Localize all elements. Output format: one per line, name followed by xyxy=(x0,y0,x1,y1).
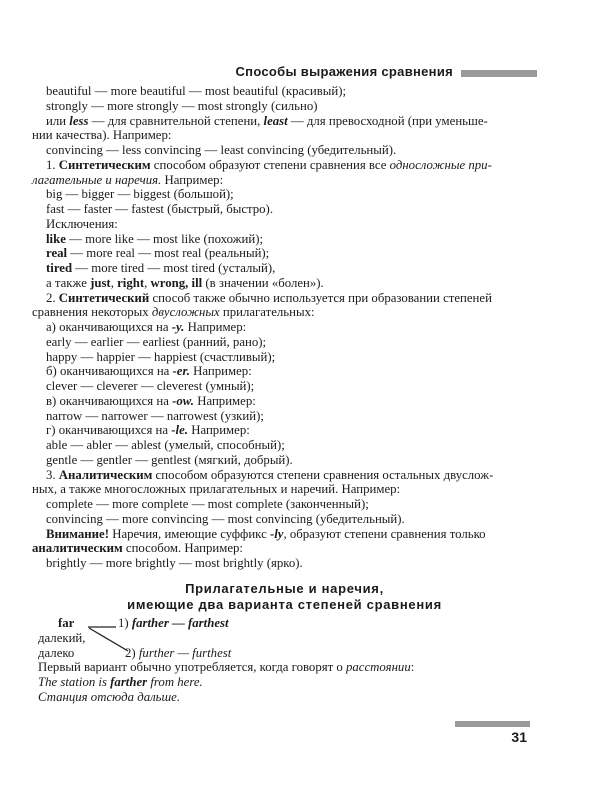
text-segment: -y. xyxy=(171,320,185,334)
text-line xyxy=(32,143,557,158)
text-segment: Синтетическим xyxy=(58,157,151,172)
text-segment: convincing — less convincing — least convincing (убедительный). xyxy=(46,143,397,157)
text-segment: beautiful — more beautiful — most beautiful (красивый); xyxy=(46,84,347,98)
footer-bar xyxy=(455,721,530,727)
diagram-translation-line2: далеко xyxy=(38,646,75,660)
text-segment: лагательные и наречия. xyxy=(32,172,162,187)
text-segment: способом образуются степени сравнения остальных двуслож- xyxy=(152,467,494,482)
text-line xyxy=(32,364,557,379)
text-line xyxy=(32,158,557,173)
diagram-option1-forms: farther — farthest xyxy=(131,616,229,630)
text-line xyxy=(32,84,557,99)
text-segment: able — abler — ablest (умелый, способный); xyxy=(46,438,285,452)
text-segment: happy — happier — happiest (счастливый); xyxy=(46,349,276,364)
text-segment: narrow — narrower — narrowest (узкий); xyxy=(46,408,264,423)
text-segment: wrong, ill xyxy=(150,275,203,290)
text-segment: или xyxy=(46,113,70,128)
text-line xyxy=(32,527,557,542)
text-segment: Синтетический xyxy=(58,290,150,305)
text-line xyxy=(32,246,557,261)
text-segment: расстоянии xyxy=(346,660,411,674)
text-segment: Например: xyxy=(194,393,256,408)
text-segment: способ также обычно используется при образовании степеней xyxy=(149,290,492,305)
text-segment: clever — cleverer — cleverest (умный); xyxy=(46,379,255,393)
text-line xyxy=(32,690,537,705)
text-line xyxy=(32,232,557,247)
text-segment: б) оканчивающихся на xyxy=(46,364,173,379)
text-line xyxy=(32,187,557,202)
text-segment: — more real — most real (реальный); xyxy=(67,246,270,261)
text-line xyxy=(32,468,557,483)
text-segment: big — bigger — biggest (большой); xyxy=(46,187,234,202)
section-heading xyxy=(32,581,537,612)
text-segment: 2. xyxy=(46,290,59,305)
text-segment: — more like — most like (похожий); xyxy=(65,231,264,246)
text-line xyxy=(32,335,557,350)
body-text xyxy=(32,84,557,571)
text-line xyxy=(32,173,557,188)
text-segment: в) оканчивающихся на xyxy=(46,393,173,408)
text-line xyxy=(32,409,557,424)
far-comparison-diagram xyxy=(32,616,537,660)
text-line xyxy=(32,556,557,571)
text-line xyxy=(32,261,557,276)
diagram-option1-number: 1) xyxy=(118,616,132,630)
text-line xyxy=(32,128,557,143)
text-line xyxy=(32,202,557,217)
text-line xyxy=(32,423,557,438)
text-segment: The station is xyxy=(38,674,111,689)
text-segment: Например: xyxy=(184,320,247,334)
text-segment: способом. Например: xyxy=(122,541,243,556)
text-segment: real xyxy=(46,246,68,261)
text-segment: односложные при- xyxy=(389,157,492,172)
running-head xyxy=(32,64,537,79)
usage-note xyxy=(32,660,537,705)
header-bar xyxy=(461,70,537,77)
text-segment: -ly xyxy=(269,526,284,541)
text-segment: аналитическим xyxy=(32,541,123,556)
text-line xyxy=(32,453,557,468)
text-line xyxy=(32,497,557,512)
text-segment: -le. xyxy=(171,423,188,438)
text-segment: from here. xyxy=(147,674,203,689)
text-segment: early — earlier — earliest (ранний, рано); xyxy=(46,334,267,349)
text-line xyxy=(32,114,557,129)
text-segment: а) оканчивающихся на xyxy=(46,320,172,334)
text-segment: fast — faster — fastest (быстрый, быстро). xyxy=(46,202,274,216)
text-segment: , xyxy=(110,275,118,290)
text-segment: 3. xyxy=(46,467,59,482)
text-segment: Аналитическим xyxy=(58,467,153,482)
text-segment: tired xyxy=(46,261,73,275)
text-line xyxy=(32,512,557,527)
text-segment: прилагательных: xyxy=(219,305,315,320)
text-line xyxy=(32,320,557,335)
text-segment: farther xyxy=(110,674,148,689)
text-line xyxy=(32,305,557,320)
diagram-option2 xyxy=(125,646,231,661)
text-line xyxy=(32,675,537,690)
text-segment: Например: xyxy=(189,364,252,379)
text-segment: convincing — more convincing — most convincing (убедительный). xyxy=(46,511,405,526)
text-segment: — more tired — most tired (усталый), xyxy=(72,261,276,275)
text-segment: (в значении «болен»). xyxy=(202,275,324,290)
text-segment: -ow. xyxy=(172,393,194,408)
text-segment: Внимание! xyxy=(46,526,109,541)
text-segment: двусложных xyxy=(151,305,220,320)
text-segment: right xyxy=(117,275,145,290)
text-line xyxy=(32,660,537,675)
text-segment: just xyxy=(90,275,111,290)
text-line xyxy=(32,541,557,556)
text-segment: Наречия, имеющие суффикс xyxy=(109,526,270,541)
text-line xyxy=(32,276,557,291)
text-line xyxy=(32,350,557,365)
text-line xyxy=(32,379,557,394)
text-segment: сравнения некоторых xyxy=(32,305,152,320)
text-segment: — для превосходной (при уменьше- xyxy=(287,113,488,128)
text-segment: Например: xyxy=(188,423,250,438)
text-segment: less xyxy=(69,113,89,128)
text-line xyxy=(32,438,557,453)
text-segment: , образуют степени сравнения только xyxy=(283,526,486,541)
text-segment: complete — more complete — most complete (законченный); xyxy=(46,497,369,511)
text-segment: г) оканчивающихся на xyxy=(46,423,172,438)
page-number: 31 xyxy=(511,729,527,745)
text-segment: like xyxy=(46,231,66,246)
diagram-option1 xyxy=(118,616,229,631)
text-segment: Исключения: xyxy=(46,216,118,231)
text-segment: : xyxy=(410,660,415,674)
text-segment: brightly — more brightly — most brightly (ярко). xyxy=(46,556,303,570)
text-line xyxy=(32,99,557,114)
text-segment: — для сравнительной степени, xyxy=(88,113,264,128)
text-segment: нии качества). Например: xyxy=(32,128,172,143)
text-segment: -er. xyxy=(172,364,190,379)
text-line xyxy=(32,394,557,409)
text-segment: Станция отсюда дальше. xyxy=(38,689,181,704)
text-segment: ных, а также многосложных прилагательных и наречий. Например: xyxy=(32,482,401,497)
text-segment: 1. xyxy=(46,157,59,172)
section-heading-line1: Прилагательные и наречия, xyxy=(185,581,384,596)
text-segment: Первый вариант обычно употребляется, когда говорят о xyxy=(38,660,346,674)
text-line xyxy=(32,482,557,497)
diagram-option2-forms: further — furthest xyxy=(138,646,232,660)
section-heading-line2: имеющие два варианта степеней сравнения xyxy=(127,596,442,612)
diagram-translation-line1: далекий, xyxy=(38,631,86,645)
text-line xyxy=(32,291,557,306)
text-segment: strongly — more strongly — most strongly (сильно) xyxy=(46,98,318,113)
text-segment: gentle — gentler — gentlest (мягкий, добрый). xyxy=(46,452,293,467)
text-segment: least xyxy=(263,113,288,128)
text-segment: способом образуют степени сравнения все xyxy=(150,157,390,172)
text-segment: , xyxy=(144,275,151,290)
text-line xyxy=(32,217,557,232)
diagram-option2-number: 2) xyxy=(125,646,139,660)
text-segment: Например: xyxy=(161,172,224,187)
running-head-title: Способы выражения сравнения xyxy=(235,64,453,79)
text-segment: а также xyxy=(46,275,91,290)
branch-lines xyxy=(32,616,537,660)
diagram-base-word: far xyxy=(58,616,75,630)
